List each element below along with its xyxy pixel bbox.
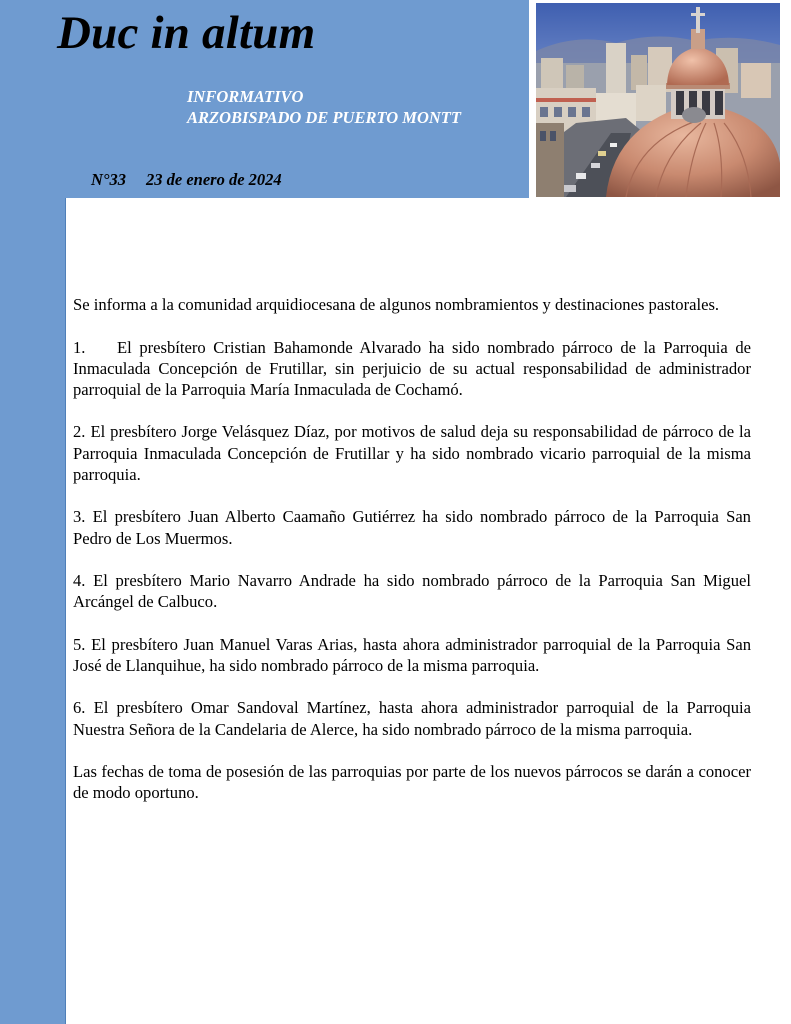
appointment-number: 5. xyxy=(73,634,86,654)
appointment-text: El presbítero Jorge Velásquez Díaz, por motivos de salud deja su responsabilidad de párroco de la Parroquia Inmaculada Concepción de Frutillar y ha sido nombrado vicario parroquial de la misma parroquia. xyxy=(73,422,752,484)
newsletter-subtitle xyxy=(187,86,461,128)
issue-number: N°33 xyxy=(91,170,127,189)
appointment-number: 2. xyxy=(73,422,86,442)
issue-date: 23 de enero de 2024 xyxy=(146,170,282,189)
appointment-number: 6. xyxy=(73,698,86,718)
appointment-text: El presbítero Omar Sandoval Martínez, hasta ahora administrador parroquial de la Parroquia Nuestra Señora de la Candelaria de Alerce, ha sido nombrado párroco de la misma parroquia. xyxy=(73,698,751,739)
appointment-5 xyxy=(73,634,751,676)
left-band-edge xyxy=(65,198,66,1024)
intro-paragraph: Se informa a la comunidad arquidiocesana de algunos nombramientos y destinaciones pastorales. xyxy=(73,295,720,314)
appointment-3 xyxy=(73,506,751,548)
closing-paragraph: Las fechas de toma de posesión de las parroquias por parte de los nuevos párrocos se darán a conocer de modo oportuno. xyxy=(73,762,751,803)
appointment-4 xyxy=(73,570,751,612)
announcement-body xyxy=(73,294,751,825)
appointment-6 xyxy=(73,697,751,739)
appointment-text: El presbítero Mario Navarro Andrade ha sido nombrado párroco de la Parroquia San Miguel Arcángel de Calbuco. xyxy=(73,571,751,612)
appointment-number: 1. xyxy=(73,337,86,357)
subtitle-line-1: INFORMATIVO xyxy=(187,87,304,106)
appointment-number: 4. xyxy=(73,571,86,591)
appointment-number: 3. xyxy=(73,507,86,527)
appointment-1 xyxy=(73,337,751,401)
cathedral-dome-city-photo xyxy=(536,3,780,197)
subtitle-line-2: ARZOBISPADO DE PUERTO MONTT xyxy=(187,108,461,127)
issue-info xyxy=(91,170,282,190)
newsletter-title: Duc in altum xyxy=(57,7,316,59)
left-margin-band xyxy=(0,198,66,1024)
appointment-text: El presbítero Cristian Bahamonde Alvarado ha sido nombrado párroco de la Parroquia de Inmaculada Concepción de Frutillar, sin perjuicio de su actual responsabilidad de administrador parroquial de la Parroquia María Inmaculada de Cochamó. xyxy=(73,337,751,399)
appointment-text: El presbítero Juan Manuel Varas Arias, hasta ahora administrador parroquial de la Parroquia San José de Llanquihue, ha sido nombrado párroco de la misma parroquia. xyxy=(73,634,751,675)
appointment-text: El presbítero Juan Alberto Caamaño Gutiérrez ha sido nombrado párroco de la Parroquia San Pedro de Los Muermos. xyxy=(73,507,751,548)
appointment-2 xyxy=(73,421,751,485)
